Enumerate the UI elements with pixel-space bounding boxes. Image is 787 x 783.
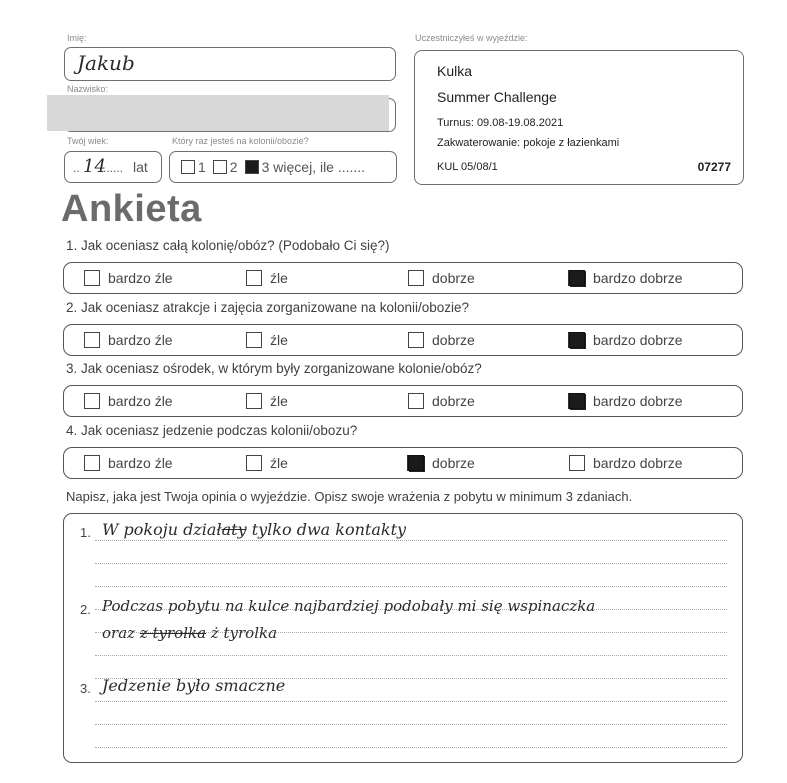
question-4-text: Jak oceniasz jedzenie podczas kolonii/obozu?	[81, 423, 358, 438]
question-1	[66, 238, 389, 253]
question-1-options	[63, 262, 743, 294]
q1-option-4[interactable]	[569, 269, 683, 287]
checkbox[interactable]	[569, 455, 585, 471]
trip-label: Uczestniczyłeś w wyjeździe:	[415, 33, 528, 43]
option-label: dobrze	[432, 270, 475, 286]
times-checkbox-1[interactable]	[181, 160, 195, 174]
answer-2-line2	[102, 624, 277, 642]
checkbox-checked[interactable]	[569, 393, 585, 409]
survey-title: Ankieta	[61, 188, 202, 230]
q2-option-3[interactable]	[408, 331, 475, 349]
checkbox[interactable]	[246, 270, 262, 286]
q1-option-2[interactable]	[246, 269, 288, 287]
option-label: dobrze	[432, 393, 475, 409]
answer-line	[95, 747, 727, 748]
trip-box	[414, 50, 744, 185]
times-field[interactable]	[169, 151, 397, 183]
checkbox[interactable]	[408, 393, 424, 409]
name-field[interactable]	[64, 47, 396, 81]
answer-line	[95, 563, 727, 564]
question-1-text: Jak oceniasz całą kolonię/obóz? (Podobało Ci się?)	[81, 238, 390, 253]
option-label: bardzo dobrze	[593, 270, 683, 286]
q1-option-3[interactable]	[408, 269, 475, 287]
q4-option-3[interactable]	[408, 454, 475, 472]
answer-2-part: ż tyrolka	[206, 624, 278, 642]
answer-1-part: tylko dwa kontakty	[246, 520, 407, 539]
answer-3-number: 3.	[80, 681, 91, 696]
option-label: źle	[270, 455, 288, 471]
checkbox[interactable]	[246, 393, 262, 409]
q2-option-2[interactable]	[246, 331, 288, 349]
checkbox-checked[interactable]	[569, 270, 585, 286]
age-label: Twój wiek:	[67, 136, 109, 146]
answer-1-text	[102, 520, 406, 539]
times-checkbox-3[interactable]	[245, 160, 259, 174]
question-4	[66, 423, 357, 438]
option-label: źle	[270, 332, 288, 348]
q4-option-1[interactable]	[84, 454, 173, 472]
times-option-2: 2	[229, 159, 238, 175]
option-label: bardzo źle	[108, 455, 173, 471]
q3-option-1[interactable]	[84, 392, 173, 410]
checkbox[interactable]	[246, 332, 262, 348]
q4-option-4[interactable]	[569, 454, 683, 472]
times-option-3: 3 więcej, ile .......	[261, 159, 366, 175]
trip-name-line2: Summer Challenge	[437, 89, 557, 105]
question-2-text: Jak oceniasz atrakcje i zajęcia zorganizowane na kolonii/obozie?	[81, 300, 470, 315]
answer-1-struck: aty	[221, 520, 247, 539]
question-2-number: 2.	[66, 300, 78, 315]
checkbox[interactable]	[408, 332, 424, 348]
question-3-number: 3.	[66, 361, 78, 376]
option-label: bardzo źle	[108, 332, 173, 348]
option-label: bardzo dobrze	[593, 332, 683, 348]
trip-turnus: Turnus: 09.08-19.08.2021	[437, 117, 564, 129]
question-4-options	[63, 447, 743, 479]
surname-label: Nazwisko:	[67, 84, 109, 94]
trip-number: 07277	[697, 160, 731, 174]
question-2	[66, 300, 469, 315]
checkbox[interactable]	[408, 270, 424, 286]
option-label: dobrze	[432, 332, 475, 348]
answer-1-part: W pokoju dział	[102, 520, 222, 539]
answer-line	[95, 586, 727, 587]
checkbox[interactable]	[246, 455, 262, 471]
q2-option-1[interactable]	[84, 331, 173, 349]
times-label: Który raz jesteś na kolonii/obozie?	[172, 136, 309, 146]
question-1-number: 1.	[66, 238, 78, 253]
question-3-options	[63, 385, 743, 417]
answer-2-part: oraz	[102, 624, 140, 642]
answer-2-line1: Podczas pobytu na kulce najbardziej podobały mi się wspinaczka	[102, 597, 596, 615]
option-label: bardzo dobrze	[593, 455, 683, 471]
age-field[interactable]	[64, 151, 162, 183]
times-checkbox-2[interactable]	[213, 160, 227, 174]
checkbox[interactable]	[84, 270, 100, 286]
question-4-number: 4.	[66, 423, 78, 438]
option-label: bardzo dobrze	[593, 393, 683, 409]
option-label: dobrze	[432, 455, 475, 471]
q3-option-4[interactable]	[569, 392, 683, 410]
opinion-instruction: Napisz, jaka jest Twoja opinia o wyjeździe. Opisz swoje wrażenia z pobytu w minimum 3 zdaniach.	[66, 489, 633, 504]
answer-2-struck: z tyrolka	[139, 624, 207, 642]
option-label: źle	[270, 270, 288, 286]
age-dots-before: ..	[73, 161, 80, 175]
answer-2-number: 2.	[80, 602, 91, 617]
age-suffix: lat	[133, 159, 148, 175]
question-3	[66, 361, 482, 376]
times-option-1: 1	[198, 159, 206, 175]
q3-option-2[interactable]	[246, 392, 288, 410]
age-value: 14	[83, 156, 106, 177]
trip-accommodation: Zakwaterowanie: pokoje z łazienkami	[437, 137, 620, 149]
name-label: Imię:	[67, 33, 87, 43]
answer-3-text: Jedzenie było smaczne	[102, 676, 286, 695]
checkbox[interactable]	[84, 393, 100, 409]
option-label: źle	[270, 393, 288, 409]
checkbox-checked[interactable]	[408, 455, 424, 471]
q3-option-3[interactable]	[408, 392, 475, 410]
answer-line	[95, 701, 727, 702]
q2-option-4[interactable]	[569, 331, 683, 349]
q4-option-2[interactable]	[246, 454, 288, 472]
trip-code: KUL 05/08/1	[437, 161, 498, 173]
option-label: bardzo źle	[108, 270, 173, 286]
answer-1-number: 1.	[80, 525, 91, 540]
trip-name-line1: Kulka	[437, 63, 473, 79]
checkbox[interactable]	[84, 455, 100, 471]
redaction-block	[47, 95, 389, 131]
name-value: Jakub	[77, 51, 135, 75]
answer-line	[95, 724, 727, 725]
q1-option-1[interactable]	[84, 269, 173, 287]
checkbox-checked[interactable]	[569, 332, 585, 348]
question-3-text: Jak oceniasz ośrodek, w którym były zorganizowane kolonie/obóz?	[81, 361, 482, 376]
question-2-options	[63, 324, 743, 356]
age-dots-after: ......	[103, 161, 124, 175]
answer-line	[95, 655, 727, 656]
option-label: bardzo źle	[108, 393, 173, 409]
answer-line	[95, 540, 727, 541]
checkbox[interactable]	[84, 332, 100, 348]
